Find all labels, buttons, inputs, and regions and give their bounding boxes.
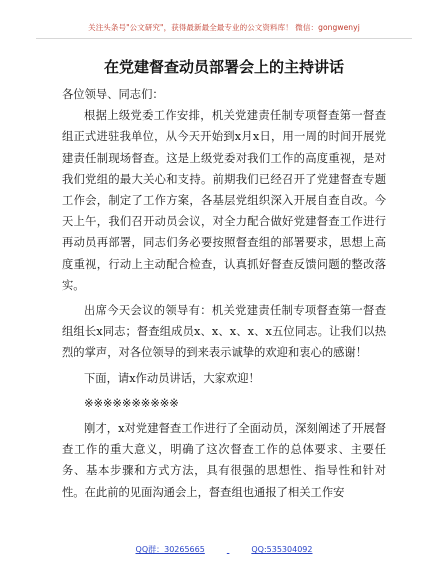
footer-qq-group[interactable]: QQ群：30265665	[135, 545, 205, 554]
separator-line: ※※※※※※※※※※	[84, 396, 179, 410]
document-title: 在党建督查动员部署会上的主持讲话	[103, 58, 344, 76]
header-notice: 关注头条号"公文研究"，获得最新最全最专业的公文资料库！ 微信：gongwenyj	[88, 23, 360, 32]
footer-contacts	[0, 544, 448, 555]
header-divider	[36, 38, 412, 39]
paragraph-4: 刚才，x对党建督查工作进行了全面动员，深刻阐述了开展督查工作的重大意义，明确了这次督查工作的总体要求、主要任务、基本步骤和方式方法，具有很强的思想性、指导性和针对性。在此前的见面沟通会上，督查组也通报了相关工作安	[62, 422, 386, 499]
paragraph-3: 下面，请x作动员讲话，大家欢迎！	[84, 371, 260, 385]
document-body	[62, 84, 386, 503]
salutation: 各位领导、同志们：	[62, 88, 164, 101]
footer-qq[interactable]: QQ:535304092	[251, 545, 313, 554]
paragraph-2: 出席今天会议的领导有：机关党建责任制专项督查第一督查组组长x同志；督查组成员x、x、x、x、x五位同志。让我们以热烈的掌声，对各位领导的到来表示诚挚的欢迎和衷心的感谢！	[62, 304, 386, 360]
paragraph-1: 根据上级党委工作安排，机关党建责任制专项督查第一督查组正式进驻我单位，从今天开始到x月x日，用一周的时间开展党建责任制现场督查。这是上级党委对我们工作的高度重视，是对我们党组的最大关心和支持。前期我们已经召开了党建督查专题工作会，制定了工作方案，各基层党组织深入开展自查自改。今天上午，我们召开动员会议，对全力配合做好党建督查工作进行再动员再部署，同志们务必要按照督查组的部署要求，思想上高度重视，行动上主动配合检查，认真抓好督查反馈问题的整改落实。	[62, 109, 386, 292]
